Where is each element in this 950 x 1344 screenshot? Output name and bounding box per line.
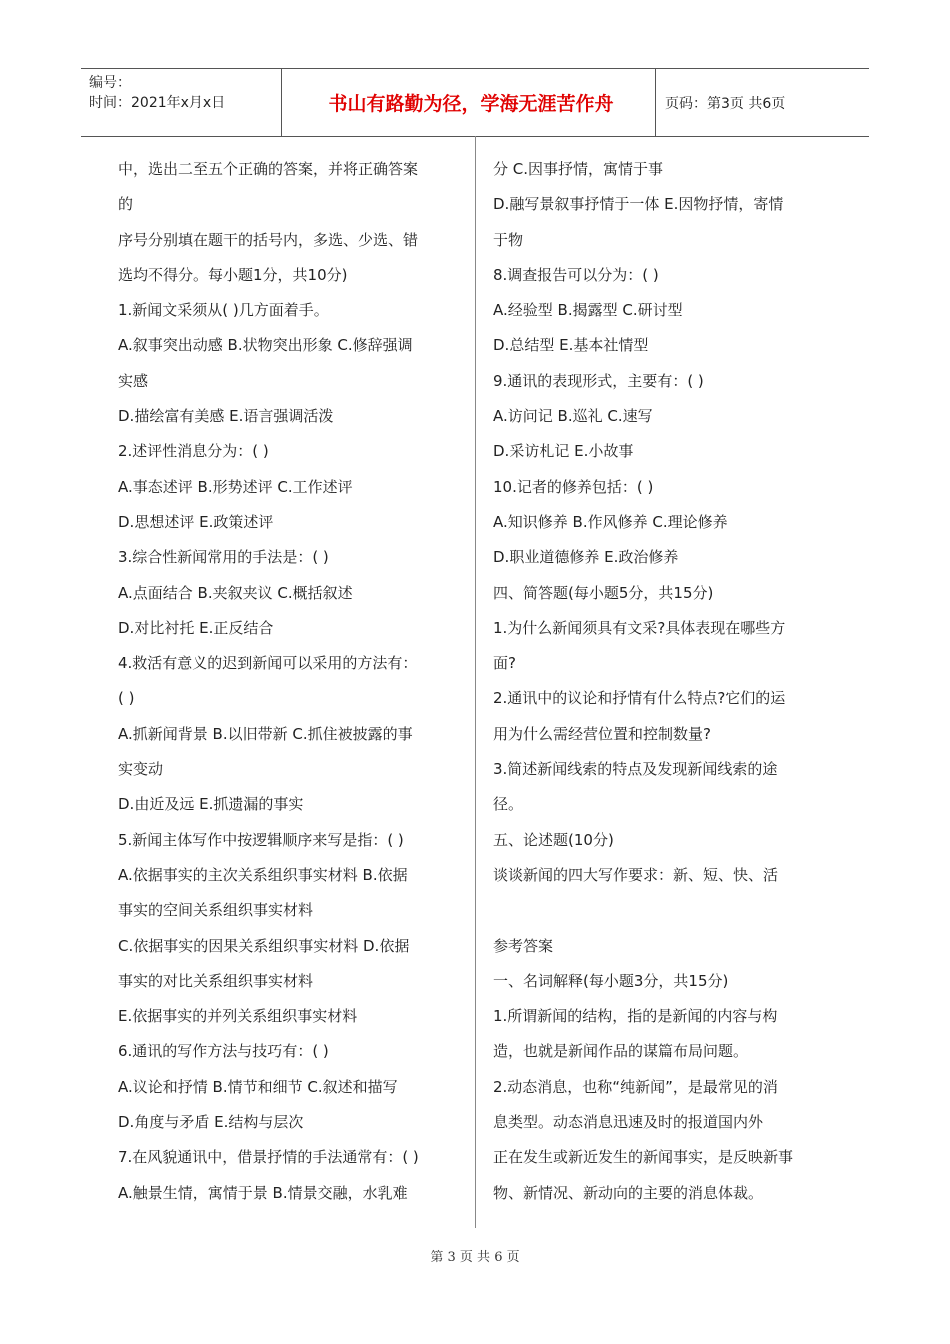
text-line: 五、论述题(10分): [493, 830, 614, 849]
text-line: 用为什么需经营位置和控制数量?: [493, 724, 711, 743]
text-line: 6.通讯的写作方法与技巧有：( ): [118, 1042, 329, 1061]
text-line: 7.在风貌通讯中，借景抒情的手法通常有：( ): [118, 1148, 419, 1167]
text-line: E.依据事实的并列关系组织事实材料: [118, 1007, 358, 1026]
text-line: 事实的对比关系组织事实材料: [118, 971, 314, 990]
text-line: 4.救活有意义的迟到新闻可以采用的方法有：: [118, 654, 418, 673]
doc-number-label: 编号：: [89, 75, 131, 91]
text-line: D.描绘富有美感 E.语言强调活泼: [118, 407, 334, 426]
text-line: 事实的空间关系组织事实材料: [118, 901, 314, 920]
header-page-number: 页码：第3页 共6页: [665, 96, 786, 112]
text-line: D.采访札记 E.小故事: [493, 442, 634, 461]
text-line: D.总结型 E.基本社情型: [493, 336, 649, 355]
text-line: A.议论和抒情 B.情节和细节 C.叙述和描写: [118, 1077, 398, 1096]
text-line: [493, 893, 843, 928]
page-header: [81, 68, 869, 137]
text-line: C.依据事实的因果关系组织事实材料 D.依据: [118, 936, 410, 955]
column-divider: [475, 136, 476, 1228]
text-line: 1.为什么新闻须具有文采?具体表现在哪些方: [493, 618, 786, 637]
text-line: 9.通讯的表现形式，主要有：( ): [493, 371, 704, 390]
text-line: D.由近及远 E.抓遗漏的事实: [118, 795, 304, 814]
doc-date-label: 时间：2021年x月x日: [89, 95, 226, 111]
text-line: A.点面结合 B.夹叙夹议 C.概括叙述: [118, 583, 353, 602]
text-line: 8.调查报告可以分为：( ): [493, 265, 659, 284]
text-line: 3.简述新闻线索的特点及发现新闻线索的途: [493, 760, 778, 779]
text-line: 一、名词解释(每小题3分，共15分): [493, 971, 729, 990]
header-divider-left: [281, 69, 282, 136]
right-column: [493, 152, 843, 1211]
header-divider-right: [655, 69, 656, 136]
text-line: A.叙事突出动感 B.状物突出形象 C.修辞强调: [118, 336, 413, 355]
text-line: A.触景生情，寓情于景 B.情景交融，水乳难: [118, 1183, 408, 1202]
header-meta: [89, 73, 225, 113]
text-line: 5.新闻主体写作中按逻辑顺序来写是指：( ): [118, 830, 404, 849]
text-line: 分 C.因事抒情，寓情于事: [493, 160, 664, 178]
text-line: 2.动态消息，也称“纯新闻”，是最常见的消: [493, 1077, 778, 1096]
text-line: ( ): [118, 689, 135, 708]
text-line: 四、简答题(每小题5分，共15分): [493, 583, 714, 602]
text-line: 于物: [493, 230, 524, 249]
text-line: A.依据事实的主次关系组织事实材料 B.依据: [118, 865, 408, 884]
text-line: A.经验型 B.揭露型 C.研讨型: [493, 301, 683, 320]
left-column: [118, 152, 463, 1211]
text-line: A.抓新闻背景 B.以旧带新 C.抓住被披露的事: [118, 724, 413, 743]
text-line: D.思想述评 E.政策述评: [118, 512, 274, 531]
text-line: D.对比衬托 E.正反结合: [118, 618, 274, 637]
text-line: D.职业道德修养 E.政治修养: [493, 548, 679, 567]
text-line: 实变动: [118, 760, 164, 779]
text-line: 正在发生或新近发生的新闻事实，是反映新事: [493, 1148, 794, 1167]
text-line: 物、新情况、新动向的主要的消息体裁。: [493, 1183, 764, 1202]
text-line: A.知识修养 B.作风修养 C.理论修养: [493, 512, 728, 531]
text-line: 的: [118, 195, 134, 214]
text-line: A.访问记 B.巡礼 C.速写: [493, 407, 653, 426]
text-line: 谈谈新闻的四大写作要求：新、短、快、活: [493, 865, 779, 884]
text-line: 径。: [493, 795, 524, 814]
text-line: 2.述评性消息分为：( ): [118, 442, 269, 461]
text-line: 10.记者的修养包括：( ): [493, 477, 654, 496]
text-line: D.角度与矛盾 E.结构与层次: [118, 1113, 304, 1132]
page-footer: 第 3 页 共 6 页: [430, 1250, 520, 1265]
text-line: 1.新闻文采须从( )几方面着手。: [118, 301, 329, 320]
text-line: D.融写景叙事抒情于一体 E.因物抒情，寄情: [493, 195, 784, 214]
text-line: 实感: [118, 371, 149, 390]
text-line: 选均不得分。每小题1分，共10分): [118, 265, 348, 284]
text-line: 中，选出二至五个正确的答案，并将正确答案: [118, 160, 419, 178]
text-line: 3.综合性新闻常用的手法是：( ): [118, 548, 329, 567]
text-line: 面?: [493, 654, 516, 673]
text-line: 息类型。动态消息迅速及时的报道国内外: [493, 1113, 764, 1132]
text-line: 1.所谓新闻的结构，指的是新闻的内容与构: [493, 1007, 778, 1026]
text-line: 2.通讯中的议论和抒情有什么特点?它们的运: [493, 689, 786, 708]
text-line: 序号分别填在题干的括号内，多选、少选、错: [118, 230, 419, 249]
header-motto: 书山有路勤为径，学海无涯苦作舟: [328, 93, 614, 115]
text-line: 造，也就是新闻作品的谋篇布局问题。: [493, 1042, 749, 1061]
text-line: 参考答案: [493, 936, 554, 955]
text-line: A.事态述评 B.形势述评 C.工作述评: [118, 477, 353, 496]
